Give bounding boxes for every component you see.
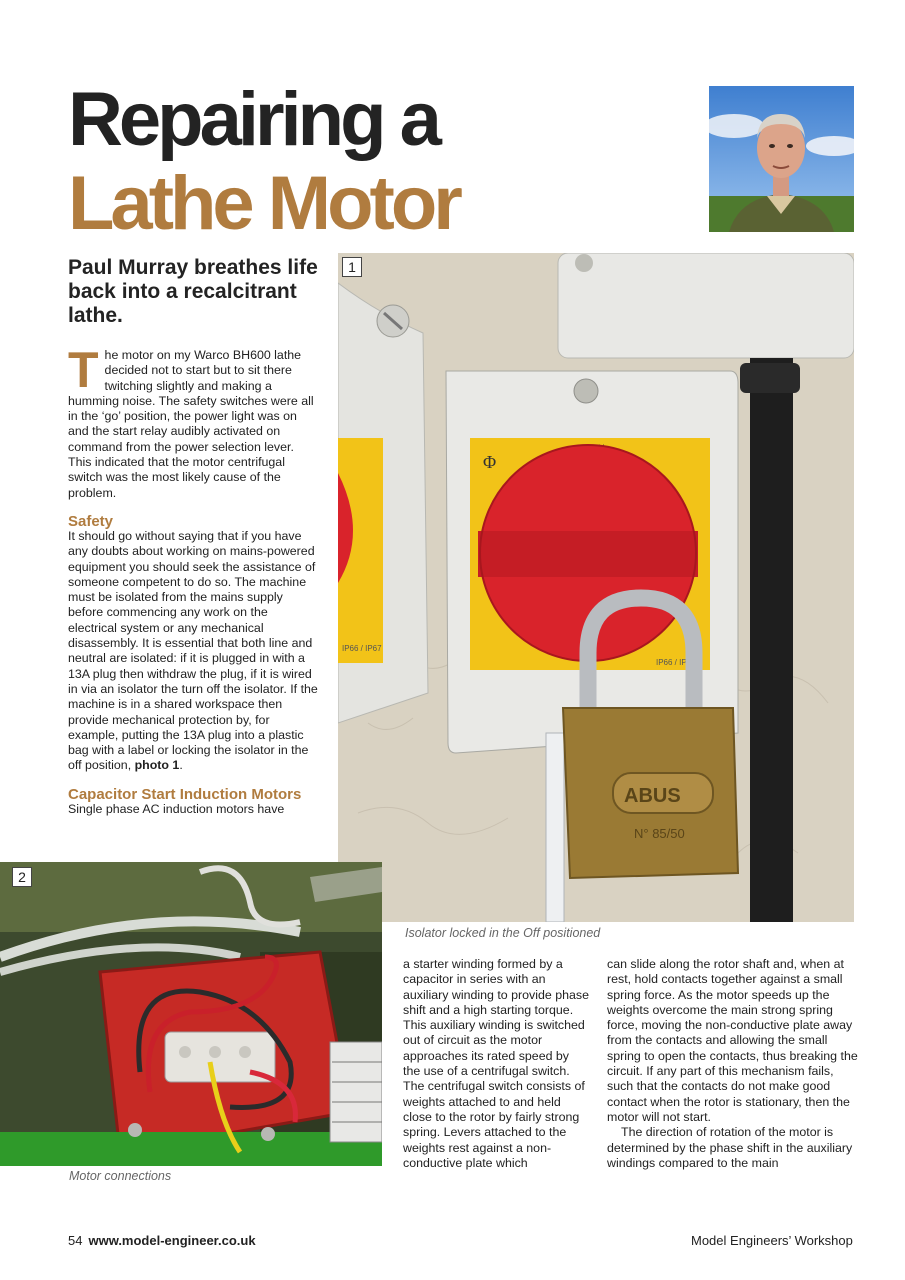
safety-heading: Safety — [68, 512, 114, 530]
safety-end: . — [179, 758, 183, 773]
intro-paragraph — [68, 342, 320, 501]
capacitor-paragraph: Single phase AC induction motors have — [68, 801, 285, 816]
photo-number-1: 1 — [342, 257, 362, 277]
photo-motor-connections — [0, 862, 382, 1166]
article-column-3 — [607, 957, 859, 1171]
article-column-2: a starter winding formed by a capacitor in series with an auxiliary winding to provide phase shift and a high starting torque. This auxiliary winding is switched out of circuit as the motor approaches its rated speed by the use of a centrifugal switch. The centrifugal switch consists of weights attached to and held close to the rotor by fairly strong spring. Levers attached to the weights rest against a non-conductive plate which — [403, 957, 589, 1170]
photo-2-caption: Motor connections — [69, 1169, 172, 1183]
article-title — [68, 78, 459, 246]
magazine-name: Model Engineers’ Workshop — [691, 1233, 853, 1248]
intro-text: he motor on my Warco BH600 lathe decided not to start but to sit there twitching slightly and making a humming noise. The safety switches were all in the ‘go’ position, the power light was on and the start relay audibly activated on command from the power selection lever. This indicated that the motor centrifugal switch was the most likely cause of the problem. — [68, 348, 314, 500]
drop-cap: T — [68, 342, 99, 398]
author-portrait — [709, 86, 854, 232]
lock-brand: ABUS — [624, 785, 681, 807]
photo-number-2: 2 — [12, 867, 32, 887]
standfirst: Paul Murray breathes life back into a recalcitrant lathe. — [68, 256, 318, 327]
page-number: 54 — [68, 1233, 83, 1248]
website-link[interactable]: www.model-engineer.co.uk — [88, 1233, 256, 1248]
column-3-paragraph-2: The direction of rotation of the motor is determined by the phase shift in the auxiliary windings compared to the main — [607, 1125, 853, 1170]
switch-rating: IP66 / IP67 — [656, 658, 696, 667]
capacitor-heading: Capacitor Start Induction Motors — [68, 785, 302, 803]
left-rating: IP66 / IP67 — [342, 644, 382, 653]
safety-text: It should go without saying that if you have any doubts about working on mains-powered equipment you should seek the assistance of someone competent to do so. The machine must be isolated from the mains supply before commencing any work on the electrical system or any mechanical disassembly. It is essential that both line and neutral are isolated: if it is plugged in with a 13A plug then withdraw the plug, if it is wired in via an isolator the turn off the isolator. If the machine is in a shared workspace then provide mechanical protection by, for example, putting the 13A plug into a plastic bag with a label or locking the isolator in the off position, — [68, 528, 318, 773]
phase-symbol: Φ — [483, 452, 497, 472]
safety-paragraph — [68, 529, 320, 774]
lock-code: N° 85/50 — [634, 826, 685, 841]
title-line-1: Repairing a — [68, 77, 438, 162]
article-column-1 — [68, 342, 320, 817]
photo-1-caption: Isolator locked in the Off positioned — [405, 926, 601, 940]
photo-ref: photo 1 — [134, 758, 180, 773]
footer-left — [68, 1233, 256, 1248]
photo-isolator — [338, 253, 854, 922]
title-line-2: Lathe Motor — [68, 161, 459, 246]
column-3-paragraph-1: can slide along the rotor shaft and, when at rest, hold contacts together against a small spring force. As the motor speeds up the weights overcome the main strong spring force, moving the non-conductive plate away from the contacts and allowing the small spring to open the contacts, thus breaking the circuit. If any part of this mechanism fails, such that the contacts do not make good contact when the rotor is stationary, then the motor will not start. — [607, 957, 858, 1124]
